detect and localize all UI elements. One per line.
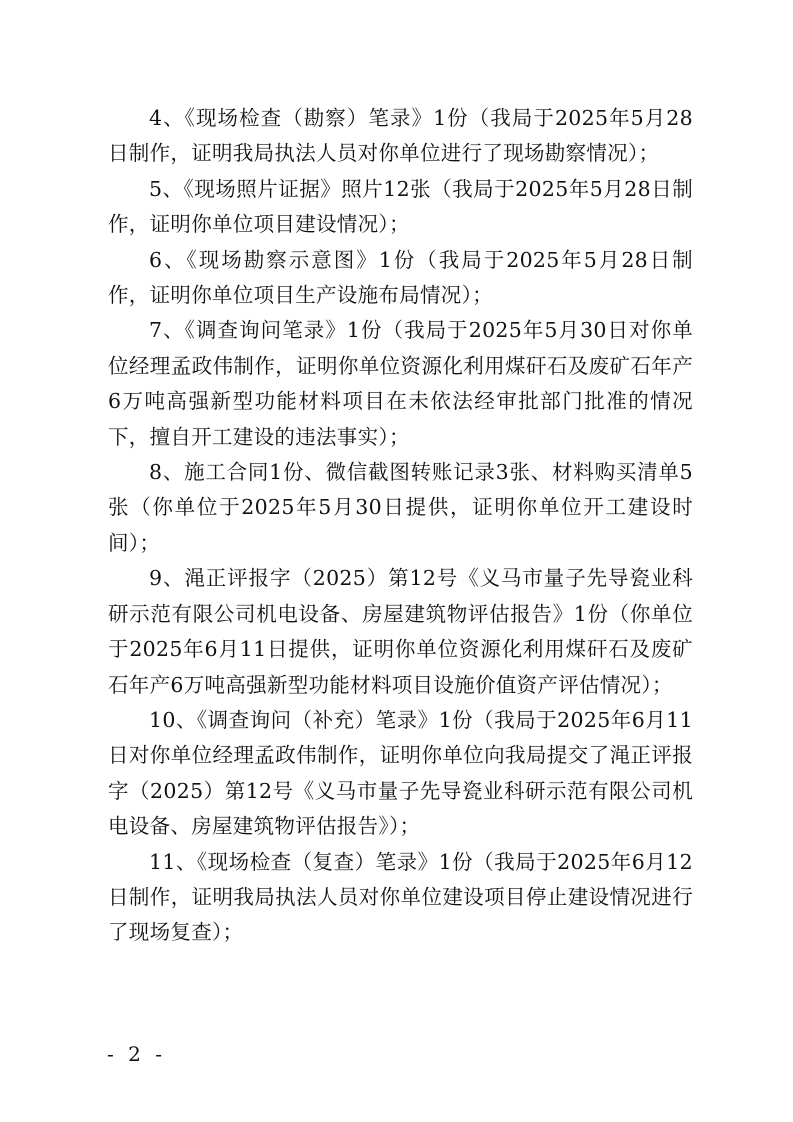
page-number: - 2 - xyxy=(107,1042,166,1066)
evidence-item-6: 6、《现场勘察示意图》1份（我局于2025年5月28日制作，证明你单位项目生产设施布局情况）； xyxy=(108,247,693,308)
evidence-item-8: 8、施工合同1份、微信截图转账记录3张、材料购买清单5张（你单位于2025年5月30日提供，证明你单位开工建设时间）； xyxy=(108,460,693,555)
evidence-item-5: 5、《现场照片证据》照片12张（我局于2025年5月28日制作，证明你单位项目建设情况）； xyxy=(108,176,693,237)
evidence-item-4: 4、《现场检查（勘察）笔录》1份（我局于2025年5月28日制作，证明我局执法人员对你单位进行了现场勘察情况）； xyxy=(108,106,693,166)
evidence-item-10: 10、《调查询问（补充）笔录》1份（我局于2025年6月11日对你单位经理孟政伟制作，证明你单位向我局提交了渑正评报字（2025）第12号《义马市量子先导瓷业科研示范有限公司机电设备、房屋建筑物评估报告》）； xyxy=(108,707,693,839)
evidence-item-9: 9、渑正评报字（2025）第12号《义马市量子先导瓷业科研示范有限公司机电设备、房屋建筑物评估报告》1份（你单位于2025年6月11日提供，证明你单位资源化利用煤矸石及废矿石年产6万吨高强新型功能材料项目设施价值资产评估情况）； xyxy=(108,566,693,697)
document-body xyxy=(108,101,693,951)
evidence-item-7: 7、《调查询问笔录》1份（我局于2025年5月30日对你单位经理孟政伟制作，证明你单位资源化利用煤矸石及废矿石年产6万吨高强新型功能材料项目在未依法经审批部门批准的情况下，擅自开工建设的违法事实）； xyxy=(108,318,693,449)
evidence-item-11: 11、《现场检查（复查）笔录》1份（我局于2025年6月12日制作，证明我局执法人员对你单位建设项目停止建设情况进行了现场复查）； xyxy=(108,849,693,945)
